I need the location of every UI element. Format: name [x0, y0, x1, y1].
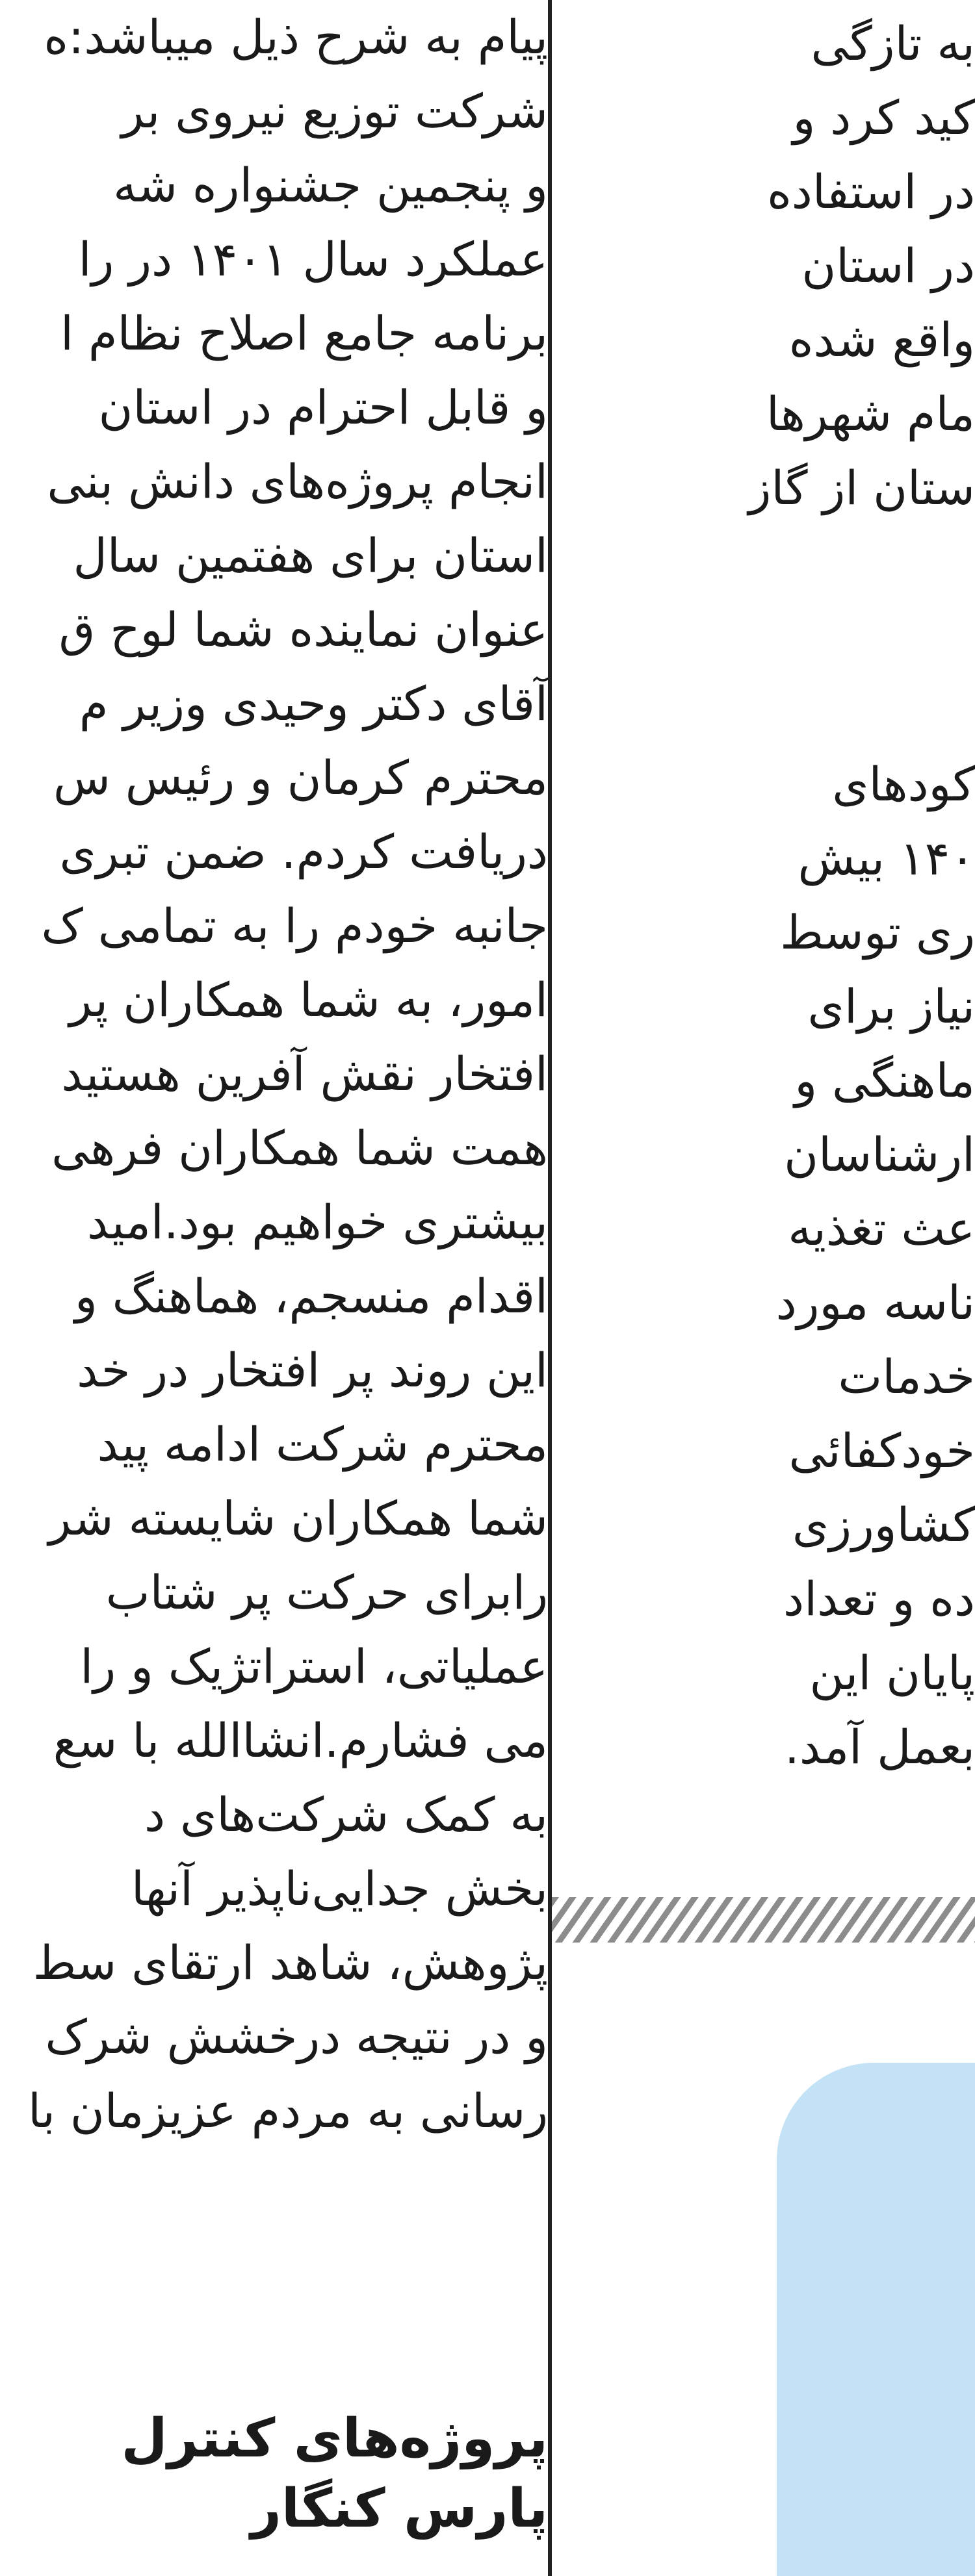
blue-info-box — [777, 2063, 975, 2576]
text-line: محترم کرمان و رئیس س — [53, 750, 548, 805]
text-line: پایان این — [809, 1646, 975, 1700]
left-column — [0, 0, 548, 2148]
text-line: خدمات — [838, 1349, 975, 1404]
text-line: پژوهش، شاهد ارتقای سط — [32, 1935, 548, 1990]
text-line: اقدام منسجم، هماهنگ و — [74, 1269, 548, 1323]
text-line: بخش جدایی‌ناپذیر آنها — [131, 1861, 548, 1916]
text-line: ستان از گاز — [748, 461, 975, 515]
text-line: و پنجمین جشنواره شه — [113, 158, 548, 212]
text-line: به تازگی — [811, 16, 975, 71]
right-paragraph-2 — [552, 747, 975, 1784]
text-line: ارشناسان — [784, 1127, 975, 1182]
headline-line: پروژه‌های کنترل — [121, 2408, 548, 2469]
text-line: انجام پروژه‌های دانش بنی — [47, 454, 548, 509]
text-line: رابرای حرکت پر شتاب — [105, 1565, 548, 1620]
text-line: رسانی به مردم عزیزمان با — [27, 2084, 548, 2138]
headline-line: پارس کنگار — [250, 2478, 548, 2540]
text-line: می فشارم.انشاالله با سع — [53, 1713, 548, 1768]
text-line: افتخار نقش آفرین هستید — [61, 1047, 548, 1101]
text-line: پیام به شرح ذیل میباشد:ه — [44, 10, 548, 64]
text-line: امور، به شما همکاران پر — [69, 973, 548, 1027]
text-line: آقای دکتر وحیدی وزیر م — [79, 676, 548, 731]
text-line: برنامه جامع اصلاح نظام ا — [60, 306, 548, 361]
text-line: دریافت کردم. ضمن تبری — [59, 824, 548, 879]
text-line: کید کرد و — [792, 90, 975, 145]
text-line: شما همکاران شایسته شر — [48, 1491, 548, 1546]
text-line: به کمک شرکت‌های د — [144, 1787, 548, 1842]
text-line: بیشتری خواهیم بود.امید — [86, 1195, 548, 1249]
text-line: و قابل احترام در استان — [98, 380, 548, 435]
text-line: واقع شده — [788, 312, 975, 367]
text-line: ری توسط — [780, 905, 975, 960]
text-line: عث تغذیه — [788, 1201, 975, 1256]
article-headline — [0, 2404, 548, 2544]
text-line: استان برای هفتمین سال — [73, 528, 548, 583]
hatched-separator — [552, 1897, 975, 1943]
text-line: مام شهرها — [766, 387, 975, 441]
text-line: بعمل آمد. — [784, 1720, 975, 1774]
text-line: جانبه خودم را به تمامی ک — [41, 899, 548, 953]
text-line: ناسه مورد — [775, 1275, 975, 1330]
text-line: در استان — [801, 238, 975, 293]
text-line: خودکفائی — [788, 1423, 975, 1478]
text-line: این روند پر افتخار در خد — [77, 1343, 548, 1397]
text-line: در استفاده — [767, 164, 975, 219]
text-line: ماهنگی و — [794, 1053, 975, 1108]
text-line: کودهای — [832, 757, 975, 811]
text-line: عملکرد سال ۱۴۰۱ در را — [78, 232, 548, 287]
left-article-body — [0, 0, 548, 2148]
text-line: و در نتیجه درخشش شرک — [45, 2009, 548, 2064]
text-line: نیاز برای — [807, 979, 975, 1034]
text-line: شرکت توزیع نیروی بر — [121, 84, 548, 138]
text-line: عملیاتی، استراتژیک و را — [80, 1639, 548, 1694]
text-line: محترم شرکت ادامه پید — [97, 1417, 548, 1472]
text-line: همت شما همکاران فرهی — [51, 1121, 548, 1175]
text-line: عنوان نماینده شما لوح ق — [58, 602, 548, 657]
text-line: کشاورزی — [792, 1498, 975, 1552]
text-line: ۱۴۰ بیش — [798, 831, 975, 886]
text-line: ده و تعداد — [783, 1572, 975, 1626]
right-paragraph-1 — [552, 6, 975, 525]
